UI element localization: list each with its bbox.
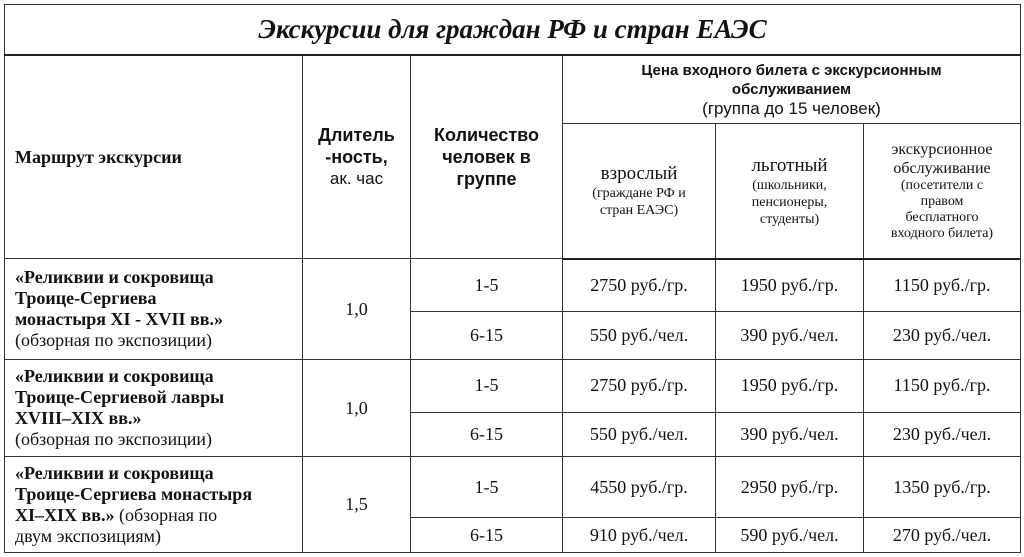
service-price-cell: 1150 руб./гр.: [864, 259, 1021, 312]
route-note-inline: (обзорная по: [114, 504, 218, 525]
header-group-size-line2: человек в: [442, 147, 531, 168]
table-row: [5, 359, 1021, 412]
duration-cell: 1,0: [303, 359, 411, 457]
adult-price-cell: 2750 руб./гр.: [563, 259, 716, 312]
header-reduced: [716, 124, 864, 259]
route-name-line2: Троице-Сергиева: [15, 288, 157, 309]
header-group-size: [411, 55, 563, 259]
header-group-size-line1: Количество: [434, 125, 539, 146]
service-price-cell: 1350 руб./гр.: [864, 457, 1021, 518]
header-price: [563, 55, 1021, 124]
service-price-cell: 230 руб./чел.: [864, 312, 1021, 360]
header-reduced-note-line1: (школьники,: [752, 177, 827, 193]
route-cell: [5, 457, 303, 553]
header-reduced-note-line2: пенсионеры,: [751, 194, 828, 210]
header-service-note-line4: входного билета): [890, 226, 994, 242]
route-name-line1: «Реликвии и сокровища: [15, 462, 214, 483]
header-service: [864, 124, 1021, 259]
reduced-price-cell: 390 руб./чел.: [716, 412, 864, 457]
group-size-cell: 1-5: [411, 457, 563, 518]
header-price-line1: Цена входного билета с экскурсионным: [641, 62, 942, 80]
group-size-cell: 1-5: [411, 259, 563, 312]
header-adult-title: взрослый: [600, 163, 678, 185]
reduced-price-cell: 1950 руб./гр.: [716, 259, 864, 312]
header-adult: [563, 124, 716, 259]
route-name-line3: XI–XIX вв.»: [15, 504, 115, 525]
header-row-1: [5, 55, 1021, 124]
table-row: [5, 259, 1021, 312]
service-price-cell: 1150 руб./гр.: [864, 359, 1021, 412]
route-cell: [5, 259, 303, 360]
group-size-cell: 6-15: [411, 518, 563, 553]
duration-cell: 1,0: [303, 259, 411, 360]
route-name-line3: XVIII–XIX вв.»: [15, 408, 142, 429]
route-name-line2: Троице-Сергиева монастыря: [15, 483, 253, 504]
route-note: (обзорная по экспозиции): [15, 429, 212, 450]
reduced-price-cell: 2950 руб./гр.: [716, 457, 864, 518]
header-service-title-line2: обслуживание: [893, 160, 991, 178]
group-size-cell: 6-15: [411, 312, 563, 360]
header-adult-note-line1: (граждане РФ и: [592, 186, 686, 202]
adult-price-cell: 550 руб./чел.: [563, 312, 716, 360]
service-price-cell: 270 руб./чел.: [864, 518, 1021, 553]
excursions-price-table: [4, 4, 1021, 553]
route-name-line3: монастыря XI - XVII вв.»: [15, 309, 223, 330]
reduced-price-cell: 590 руб./чел.: [716, 518, 864, 553]
service-price-cell: 230 руб./чел.: [864, 412, 1021, 457]
route-name-line1: «Реликвии и сокровища: [15, 267, 214, 288]
table-title: Экскурсии для граждан РФ и стран ЕАЭС: [5, 5, 1021, 55]
reduced-price-cell: 390 руб./чел.: [716, 312, 864, 360]
reduced-price-cell: 1950 руб./гр.: [716, 359, 864, 412]
header-duration-line1: Длитель: [318, 125, 395, 146]
table-row: [5, 457, 1021, 518]
header-route-label: Маршрут экскурсии: [15, 146, 182, 167]
route-cell: [5, 359, 303, 457]
route-name-line2: Троице-Сергиевой лавры: [15, 387, 225, 408]
adult-price-cell: 2750 руб./гр.: [563, 359, 716, 412]
header-service-title-line1: экскурсионное: [891, 141, 993, 159]
route-note: (обзорная по экспозиции): [15, 330, 212, 351]
group-size-cell: 6-15: [411, 412, 563, 457]
header-route: [5, 55, 303, 259]
header-reduced-note-line3: студенты): [759, 211, 820, 227]
route-note: двум экспозициям): [15, 525, 162, 546]
header-service-note-line1: (посетители с: [900, 178, 984, 194]
adult-price-cell: 910 руб./чел.: [563, 518, 716, 553]
header-service-note-line2: правом: [920, 194, 964, 210]
header-duration-unit: ак. час: [329, 169, 384, 189]
header-price-line2: обслуживанием: [731, 81, 852, 99]
header-group-size-line3: группе: [456, 169, 517, 190]
header-reduced-title: льготный: [751, 154, 828, 176]
adult-price-cell: 550 руб./чел.: [563, 412, 716, 457]
header-duration: [303, 55, 411, 259]
route-name-line1: «Реликвии и сокровища: [15, 366, 214, 387]
adult-price-cell: 4550 руб./гр.: [563, 457, 716, 518]
header-adult-note-line2: стран ЕАЭС): [599, 203, 679, 219]
title-row: [5, 5, 1021, 55]
header-service-note-line3: бесплатного: [905, 210, 979, 226]
header-duration-line2: -ность,: [325, 147, 388, 168]
duration-cell: 1,5: [303, 457, 411, 553]
header-price-group-note: (группа до 15 человек): [702, 99, 881, 119]
group-size-cell: 1-5: [411, 359, 563, 412]
